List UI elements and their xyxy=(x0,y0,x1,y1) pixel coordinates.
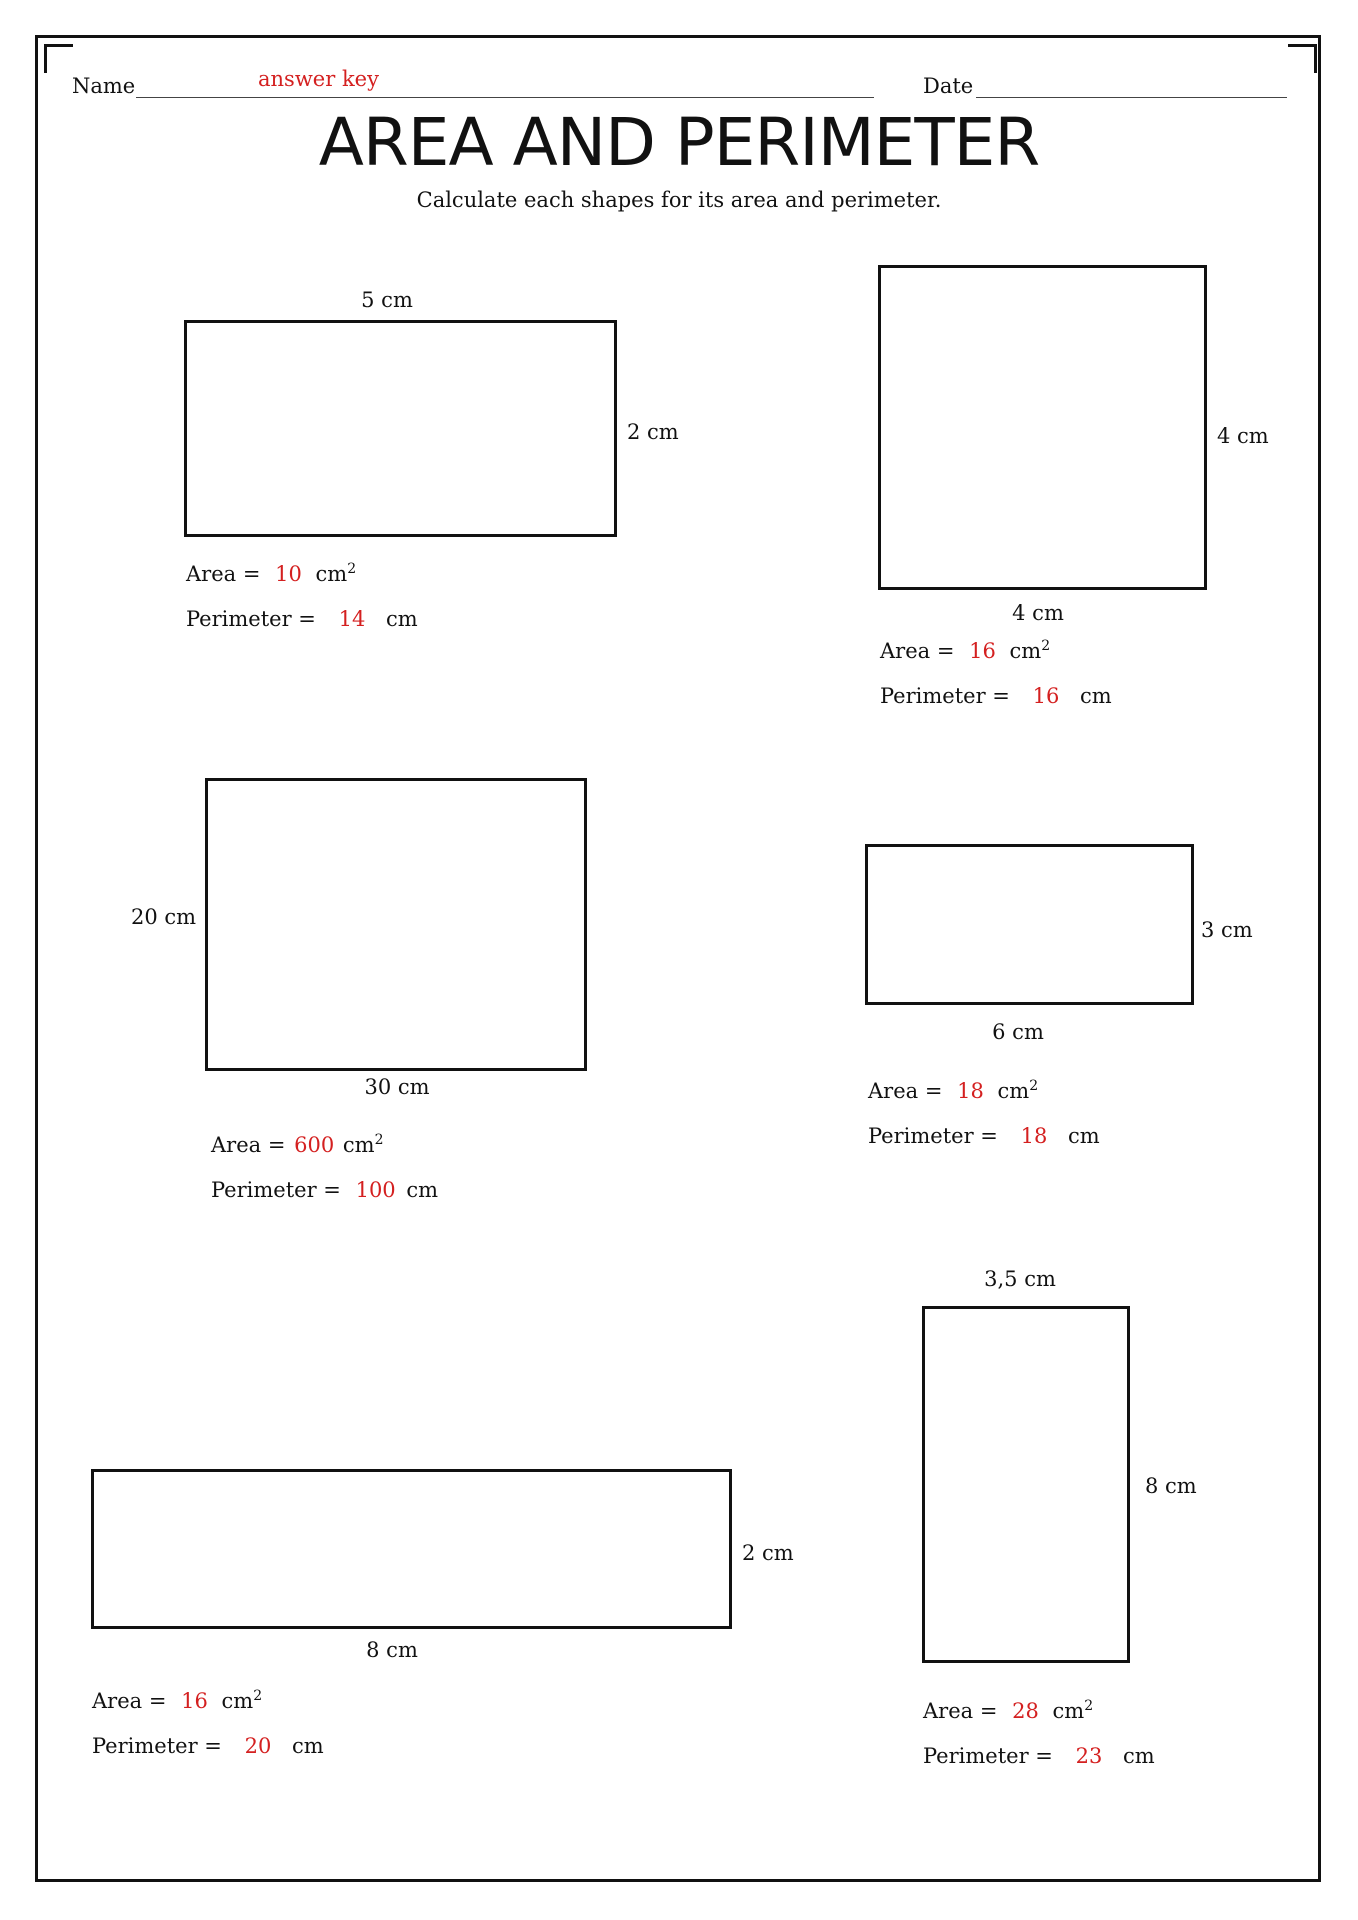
date-label: Date xyxy=(923,74,974,98)
shape-6-area-value: 28 xyxy=(1012,1699,1039,1723)
perimeter-unit: cm xyxy=(1068,1124,1100,1148)
shape-4-perimeter-value: 18 xyxy=(1020,1124,1048,1148)
shape-2-rectangle xyxy=(878,265,1207,590)
shape-6-area-row xyxy=(923,1699,1093,1723)
shape-5-perimeter-row xyxy=(92,1734,324,1758)
area-unit: cm xyxy=(1052,1699,1085,1723)
shape-3-area-value: 600 xyxy=(294,1133,335,1157)
shape-4-rectangle xyxy=(865,844,1194,1005)
shape-6-rectangle xyxy=(922,1306,1130,1663)
area-unit-exponent: 2 xyxy=(347,561,357,577)
area-unit-exponent: 2 xyxy=(1084,1698,1094,1714)
shape-1-perimeter-row xyxy=(186,607,418,631)
perimeter-unit: cm xyxy=(1080,684,1112,708)
corner-mark-top-left xyxy=(44,44,73,73)
shape-4-height-label: 3 cm xyxy=(1201,918,1253,942)
shape-5-height-label: 2 cm xyxy=(742,1541,794,1565)
shape-5-width-label: 8 cm xyxy=(366,1638,418,1662)
shape-3-height-label: 20 cm xyxy=(131,905,197,929)
area-unit-exponent: 2 xyxy=(1029,1078,1039,1094)
area-unit: cm xyxy=(342,1133,375,1157)
name-label: Name xyxy=(72,74,136,98)
shape-5-area-value: 16 xyxy=(181,1689,208,1713)
shape-1-area-row xyxy=(186,562,356,586)
shape-4-area-value: 18 xyxy=(957,1079,984,1103)
perimeter-label: Perimeter = xyxy=(868,1124,998,1148)
shape-6-height-label: 8 cm xyxy=(1145,1474,1197,1498)
shape-1-perimeter-value: 14 xyxy=(338,607,366,631)
shape-5-perimeter-value: 20 xyxy=(244,1734,272,1758)
perimeter-unit: cm xyxy=(292,1734,324,1758)
perimeter-label: Perimeter = xyxy=(186,607,316,631)
shape-1-rectangle xyxy=(184,320,617,537)
perimeter-unit: cm xyxy=(386,607,418,631)
area-label: Area = xyxy=(92,1689,167,1713)
shape-2-height-label: 4 cm xyxy=(1217,424,1269,448)
corner-mark-top-right xyxy=(1288,44,1317,73)
area-label: Area = xyxy=(868,1079,943,1103)
shape-2-width-label: 4 cm xyxy=(1012,601,1064,625)
perimeter-unit: cm xyxy=(1123,1744,1155,1768)
perimeter-label: Perimeter = xyxy=(211,1178,341,1202)
shape-3-area-row xyxy=(211,1133,384,1157)
name-line[interactable] xyxy=(136,97,874,98)
area-unit-exponent: 2 xyxy=(1041,638,1051,654)
date-line[interactable] xyxy=(976,97,1287,98)
perimeter-label: Perimeter = xyxy=(923,1744,1053,1768)
area-label: Area = xyxy=(923,1699,998,1723)
shape-2-area-value: 16 xyxy=(969,639,996,663)
shape-6-perimeter-row xyxy=(923,1744,1155,1768)
shape-5-rectangle xyxy=(91,1469,732,1629)
page-title: AREA AND PERIMETER xyxy=(318,104,1040,181)
area-unit-exponent: 2 xyxy=(374,1132,384,1148)
shape-1-height-label: 2 cm xyxy=(627,420,679,444)
shape-3-perimeter-value: 100 xyxy=(355,1178,396,1202)
shape-3-rectangle xyxy=(205,778,587,1071)
shape-2-perimeter-row xyxy=(880,684,1112,708)
shape-4-width-label: 6 cm xyxy=(992,1020,1044,1044)
area-label: Area = xyxy=(186,562,261,586)
area-unit: cm xyxy=(221,1689,254,1713)
shape-1-width-label: 5 cm xyxy=(361,288,413,312)
shape-3-perimeter-row xyxy=(211,1178,438,1202)
shape-3-width-label: 30 cm xyxy=(364,1075,430,1099)
name-value: answer key xyxy=(258,67,379,91)
perimeter-unit: cm xyxy=(406,1178,439,1202)
area-label: Area = xyxy=(880,639,955,663)
instructions: Calculate each shapes for its area and perimeter. xyxy=(416,188,942,212)
shape-6-width-label: 3,5 cm xyxy=(984,1267,1056,1291)
perimeter-label: Perimeter = xyxy=(92,1734,222,1758)
area-unit: cm xyxy=(997,1079,1030,1103)
shape-4-perimeter-row xyxy=(868,1124,1100,1148)
perimeter-label: Perimeter = xyxy=(880,684,1010,708)
shape-1-area-value: 10 xyxy=(275,562,302,586)
area-label: Area = xyxy=(211,1133,286,1157)
shape-2-perimeter-value: 16 xyxy=(1032,684,1060,708)
area-unit: cm xyxy=(315,562,348,586)
shape-6-perimeter-value: 23 xyxy=(1075,1744,1103,1768)
area-unit: cm xyxy=(1009,639,1042,663)
shape-4-area-row xyxy=(868,1079,1038,1103)
shape-5-area-row xyxy=(92,1689,262,1713)
shape-2-area-row xyxy=(880,639,1050,663)
area-unit-exponent: 2 xyxy=(253,1688,263,1704)
